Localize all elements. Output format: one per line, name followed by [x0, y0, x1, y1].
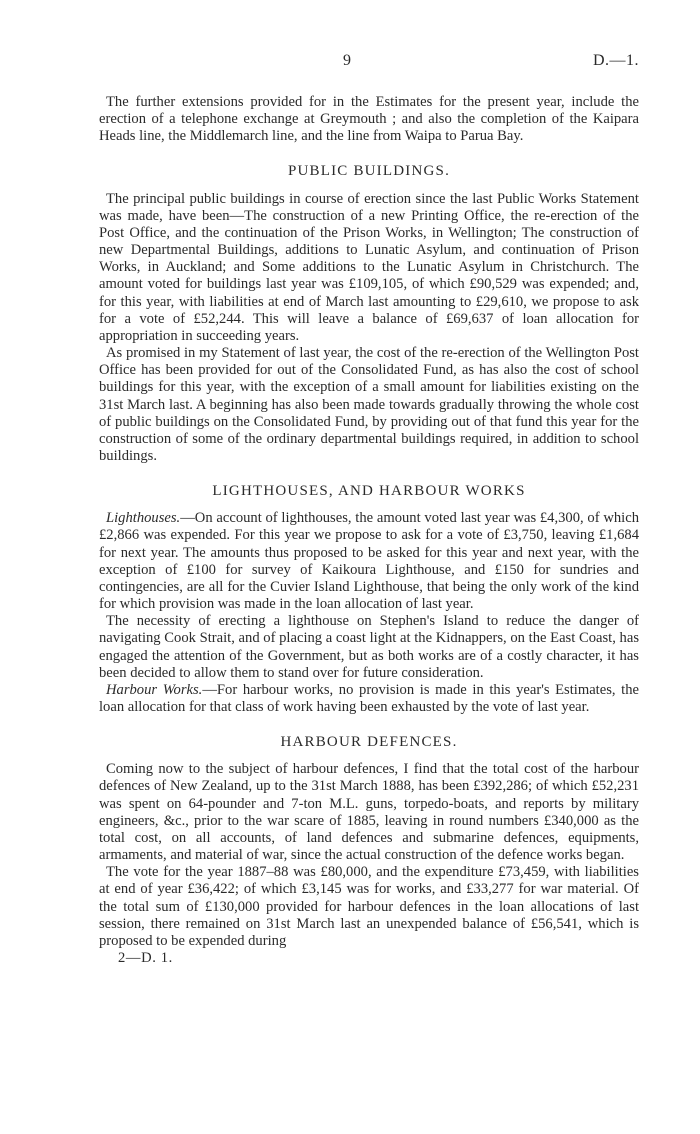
harbour-works-paragraph-body: —For harbour works, no provision is made in this year's Estimates, the loan allocation for that class of work having been exhausted by the vote of last year. — [99, 681, 639, 715]
intro-paragraph: The further extensions provided for in the Estimates for the present year, include the erection of a telephone exchange at Greymouth ; and also the completion of the Kaipara Heads line, the Middlemarch line, and the line from Waipa to Parua Bay. — [99, 94, 639, 145]
section-heading-harbour-defences: HARBOUR DEFENCES. — [280, 734, 458, 751]
signature-mark: 2—D. 1. — [118, 950, 173, 967]
section-heading-lighthouses: LIGHTHOUSES, AND HARBOUR WORKS — [212, 483, 526, 500]
lighthouses-paragraph-1-body: —On account of lighthouses, the amount voted last year was £4,300, of which £2,866 was expended. For this year we propose to ask for a vote of £3,750, leaving £1,684 for next year. The amounts thus proposed to be asked for this year and next year, with the exception of £100 for survey of Kaikoura Lighthouse, and £150 for sundries and contingencies, are all for the Cuvier Island Lighthouse, that being the only work of the kind for which provision was made in the loan allocation of last year. — [99, 510, 639, 613]
page-header — [99, 52, 639, 74]
public-buildings-paragraph-1: The principal public buildings in course of erection since the last Public Works Statement was made, have been—The construction of a new Printing Office, the re-erection of the Post Office, and the continuation of the Prison Works, in Wellington; The construction of new Departmental Buildings, additions to Lunatic Asylum, and continuation of Prison Works, in Auckland; and Some additions to the Lunatic Asylum in Christchurch. The amount voted for buildings last year was £109,105, of which £90,529 was expended; and, for this year, with liabilities at end of March last amounting to £29,610, we propose to ask for a vote of £52,244. This will leave a balance of £69,637 of loan allocation for appropriation in succeeding years. — [99, 190, 639, 344]
harbour-works-paragraph — [99, 682, 639, 716]
harbour-defences-paragraph-2: The vote for the year 1887–88 was £80,000, and the expenditure £73,459, with liabilities at end of year £36,422; of which £3,145 was for works, and £33,277 for war material. Of the total sum of £130,000 provided for harbour defences in the loan allocations of last session, there remained on 31st March last an unexpended balance of £56,541, which is proposed to be expended during — [99, 864, 639, 949]
harbour-works-lead: Harbour Works. — [106, 681, 203, 698]
document-code: D.—1. — [592, 52, 639, 69]
section-heading-public-buildings: PUBLIC BUILDINGS. — [287, 163, 451, 180]
public-buildings-paragraph-2: As promised in my Statement of last year, the cost of the re-erection of the Wellington Post Office has been provided for out of the Consolidated Fund, as has also the cost of school buildings for this year, with the exception of a small amount for liabilities existing on the 31st March last. A beginning has also been made towards gradually throwing the whole cost of public buildings on the Consolidated Fund, by providing out of that fund this year for the construction of some of the ordinary departmental buildings required, in addition to school buildings. — [99, 345, 639, 464]
page-number: 9 — [343, 52, 351, 69]
harbour-defences-paragraph-1: Coming now to the subject of harbour defences, I find that the total cost of the harbour defences of New Zealand, up to the 31st March 1888, has been £392,286; of which £52,231 was spent on 64-pounder and 7-ton M.L. guns, torpedo-boats, and reports by military engineers, &c., prior to the war scare of 1885, leaving in round numbers £340,000 as the total cost, on all accounts, of land defences and submarine defences, equipments, armaments, and material of war, since the actual construction of the defence works began. — [99, 761, 639, 864]
lighthouses-paragraph-1 — [99, 510, 639, 613]
lighthouses-paragraph-2: The necessity of erecting a lighthouse on Stephen's Island to reduce the danger of navigating Cook Strait, and of placing a coast light at the Kidnappers, on the East Coast, has engaged the attention of the Government, but as both works are of a costly character, it has been decided to allow them to stand over for future consideration. — [99, 613, 639, 681]
document-page — [99, 52, 639, 967]
lighthouses-lead: Lighthouses. — [106, 510, 181, 527]
